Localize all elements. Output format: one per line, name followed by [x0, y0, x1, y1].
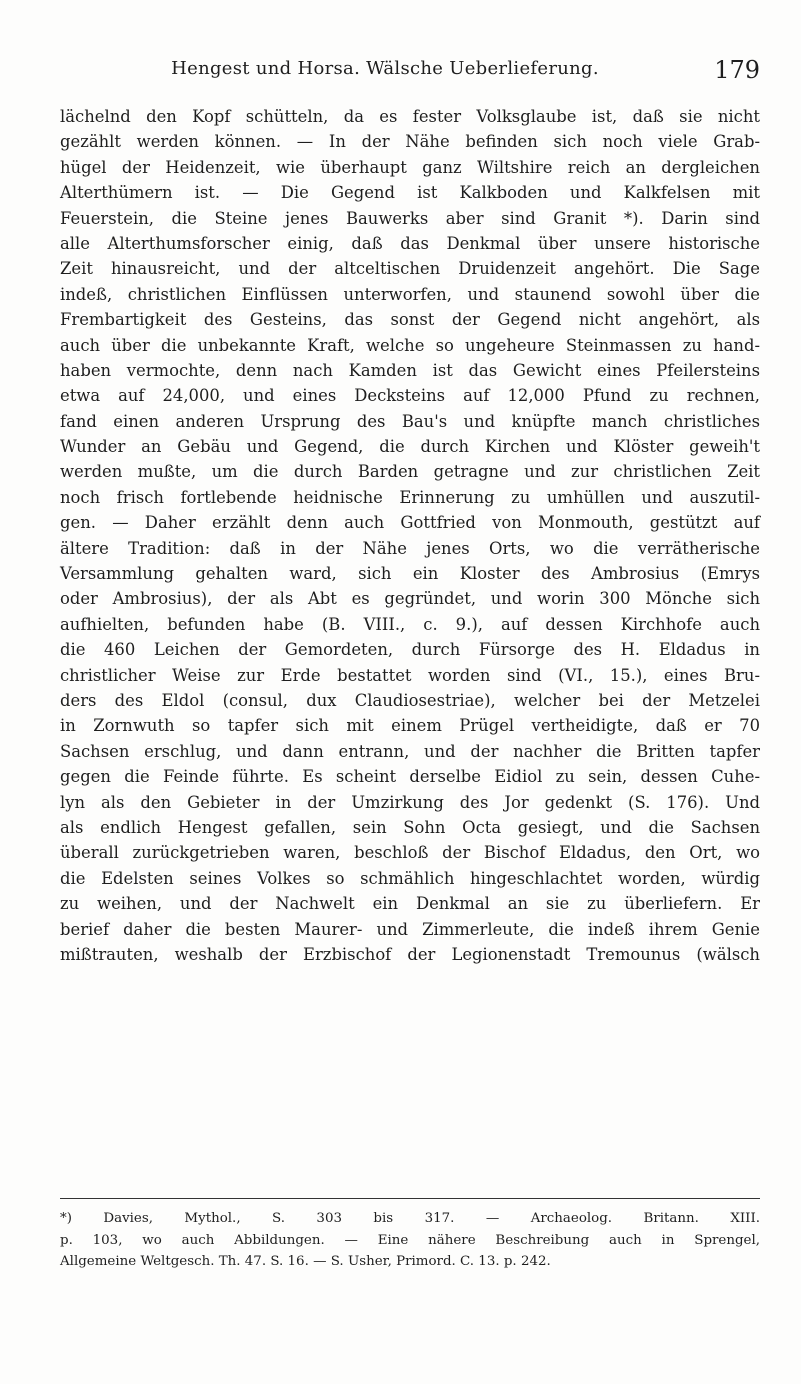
text-line: fand einen anderen Ursprung des Bau's und knüpfte manch christliches [60, 411, 760, 431]
text-line: die 460 Leichen der Gemordeten, durch Fürsorge des H. Eldadus in [60, 640, 760, 660]
page-number: 179 [714, 56, 760, 84]
text-line: alle Alterthumsforscher einig, daß das Denkmal über unsere historische [60, 233, 760, 253]
page-header [60, 52, 760, 92]
text-line: indeß, christlichen Einflüssen unterworfen, und staunend sowohl über die [60, 284, 760, 304]
text-line: etwa auf 24,000, und eines Decksteins auf 12,000 Pfund zu rechnen, [60, 386, 760, 406]
text-line: in Zornwuth so tapfer sich mit einem Prügel vertheidigte, daß er 70 [60, 716, 760, 736]
footnote-line: p. 103, wo auch Abbildungen. — Eine nähere Beschreibung auch in Sprengel, [60, 1232, 760, 1248]
text-line: Alterthümern ist. — Die Gegend ist Kalkboden und Kalkfelsen mit [60, 183, 760, 203]
text-line: Wunder an Gebäu und Gegend, die durch Kirchen und Klöster geweih't [60, 437, 760, 457]
text-line: zu weihen, und der Nachwelt ein Denkmal an sie zu überliefern. Er [60, 894, 760, 914]
text-line: Sachsen erschlug, und dann entrann, und der nachher die Britten tapfer [60, 741, 760, 761]
text-line: aufhielten, befunden habe (B. VIII., c. 9.), auf dessen Kirchhofe auch [60, 614, 760, 634]
text-line: gen. — Daher erzählt denn auch Gottfried von Monmouth, gestützt auf [60, 513, 760, 533]
text-line: werden mußte, um die durch Barden getragne und zur christlichen Zeit [60, 462, 760, 482]
footnotes [60, 1208, 760, 1273]
running-head: Hengest und Horsa. Wälsche Ueberlieferung. [171, 58, 599, 79]
text-line: ältere Tradition: daß in der Nähe jenes Orts, wo die verrätherische [60, 538, 760, 558]
text-line: noch frisch fortlebende heidnische Erinnerung zu umhüllen und auszutil- [60, 487, 760, 507]
text-line: haben vermochte, denn nach Kamden ist das Gewicht eines Pfeilersteins [60, 360, 760, 380]
text-line: lächelnd den Kopf schütteln, da es fester Volksglaube ist, daß sie nicht [60, 107, 760, 126]
main-text [60, 104, 760, 967]
footnote-divider [60, 1198, 760, 1199]
text-line: lyn als den Gebieter in der Umzirkung des Jor gedenkt (S. 176). Und [60, 792, 760, 812]
text-line: Frembartigkeit des Gesteins, das sonst der Gegend nicht angehört, als [60, 310, 760, 330]
text-line: Feuerstein, die Steine jenes Bauwerks aber sind Granit *). Darin sind [60, 208, 760, 228]
text-line: mißtrauten, weshalb der Erzbischof der Legionenstadt Tremounus (wälsch [60, 944, 760, 964]
text-line: Versammlung gehalten ward, sich ein Kloster des Ambrosius (Emrys [60, 564, 760, 584]
text-line: oder Ambrosius), der als Abt es gegründet, und worin 300 Mönche sich [60, 589, 760, 609]
footnote-line: *) Davies, Mythol., S. 303 bis 317. — Archaeolog. Britann. XIII. [60, 1211, 760, 1226]
text-line: gegen die Feinde führte. Es scheint derselbe Eidiol zu sein, dessen Cuhe- [60, 767, 760, 787]
text-line: Zeit hinausreicht, und der altceltischen Druidenzeit angehört. Die Sage [60, 259, 760, 279]
text-line: gezählt werden können. — In der Nähe befinden sich noch viele Grab- [60, 132, 760, 152]
text-line: ders des Eldol (consul, dux Claudiosestriae), welcher bei der Metzelei [60, 690, 760, 710]
text-line: als endlich Hengest gefallen, sein Sohn Octa gesiegt, und die Sachsen [60, 817, 760, 837]
text-line: auch über die unbekannte Kraft, welche so ungeheure Steinmassen zu hand- [60, 335, 760, 355]
text-line: christlicher Weise zur Erde bestattet worden sind (VI., 15.), eines Bru- [60, 665, 760, 685]
footnote-line: Allgemeine Weltgesch. Th. 47. S. 16. — S. Usher, Primord. C. 13. p. 242. [60, 1254, 551, 1269]
text-line: die Edelsten seines Volkes so schmählich hingeschlachtet worden, würdig [60, 868, 760, 888]
text-line: hügel der Heidenzeit, wie überhaupt ganz Wiltshire reich an dergleichen [60, 157, 760, 177]
text-line: überall zurückgetrieben waren, beschloß der Bischof Eldadus, den Ort, wo [60, 843, 760, 863]
text-line: berief daher die besten Maurer- und Zimmerleute, die indeß ihrem Genie [60, 919, 760, 939]
